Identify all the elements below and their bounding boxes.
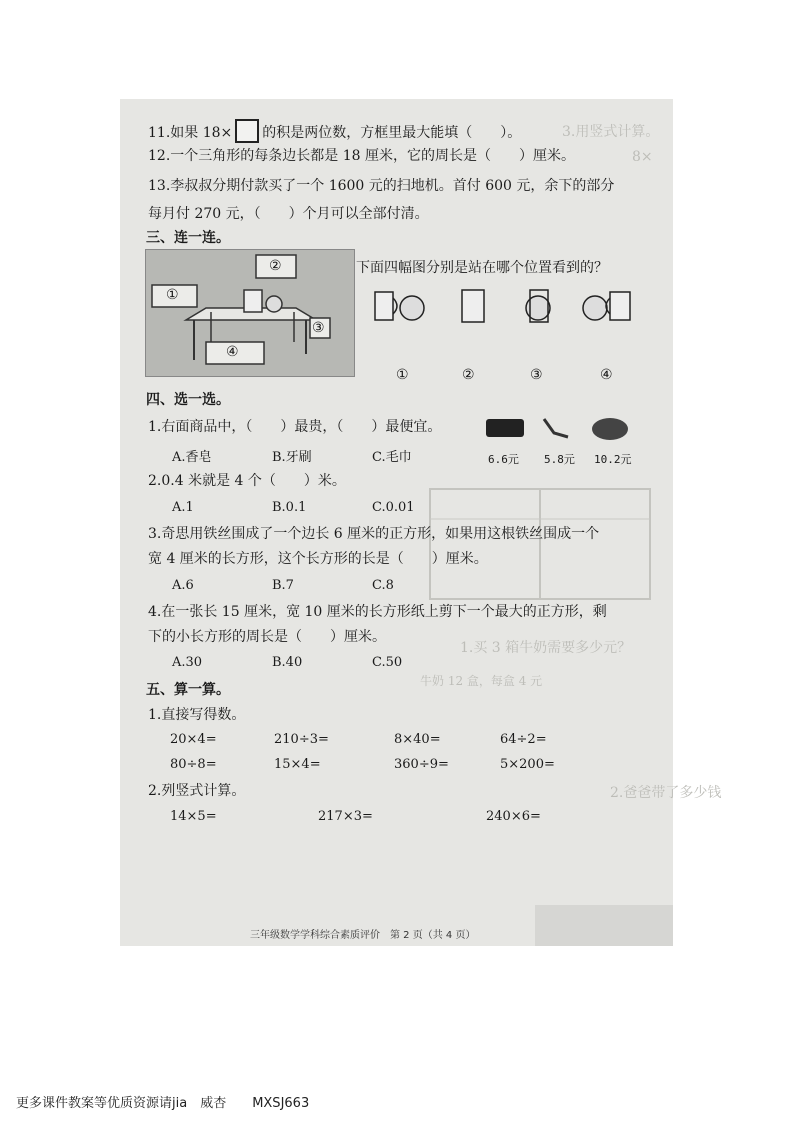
s4-q1-option-b[interactable]: B.牙刷 [272,450,312,465]
s5-part-1: 1.直接写得数。 [148,707,246,723]
position-label-4: ④ [226,344,239,360]
position-label-3: ③ [312,320,325,336]
s4-question-4-line2: 下的小长方形的周长是（ ）厘米。 [148,629,386,645]
bleed-through-text: 8× [632,149,653,165]
answer-box[interactable] [235,119,259,143]
bleed-through-text: 3.用竖式计算。 [562,124,660,140]
calc-item[interactable]: 15×4= [274,757,321,772]
view-2-drawing [462,290,484,322]
bleed-through-text: 2.爸爸带了多少钱 [610,785,722,801]
bleed-through-text: 牛奶 12 盒，每盒 4 元 [420,674,543,688]
s4-q3-option-b[interactable]: B.7 [272,578,294,593]
view-3-drawing [526,290,550,322]
exam-page [120,99,722,946]
calc-item[interactable]: 5×200= [500,757,555,772]
s5-part-2: 2.列竖式计算。 [148,783,246,799]
s4-q1-option-c[interactable]: C.毛巾 [372,450,412,465]
s4-q4-option-c[interactable]: C.50 [372,655,403,670]
calc-item[interactable]: 360÷9= [394,757,449,772]
price-soap: 6.6元 [488,453,519,466]
table-scene-drawing [146,250,354,376]
s4-q2-option-b[interactable]: B.0.1 [272,500,307,515]
s4-q3-option-c[interactable]: C.8 [372,578,394,593]
price-towel: 10.2元 [594,453,632,466]
towel-image [592,418,628,440]
question-12: 12.一个三角形的每条边长都是 18 厘米，它的周长是（ ）厘米。 [148,148,575,164]
vertical-calc-item[interactable]: 240×6= [486,809,541,824]
position-label-2: ② [269,258,282,274]
s4-q3-option-a[interactable]: A.6 [172,578,194,593]
table-scene-photo [145,249,355,377]
resource-note: 更多课件教案等优质资源请jia 威杏 MXSJ663 [16,1096,310,1111]
calc-item[interactable]: 80÷8= [170,757,217,772]
view-label-3: ③ [530,367,543,383]
calc-item[interactable]: 210÷3= [274,732,329,747]
vertical-calc-item[interactable]: 217×3= [318,809,373,824]
soap-image [486,419,524,437]
page-footer: 三年级数学学科综合素质评价 第 2 页（共 4 页） [250,930,476,941]
view-1-drawing [375,292,424,320]
scan-shade [535,905,673,946]
s4-q4-option-a[interactable]: A.30 [172,655,203,670]
section-3-prompt: 下面四幅图分别是站在哪个位置看到的？ [356,260,608,276]
s4-q4-option-b[interactable]: B.40 [272,655,303,670]
section-5-title: 五、算一算。 [146,682,230,698]
calc-item[interactable]: 8×40= [394,732,441,747]
s4-q1-option-a[interactable]: A.香皂 [172,450,212,465]
bleed-through-text: 1.买 3 箱牛奶需要多少元？ [460,640,632,656]
s4-question-2: 2.0.4 米就是 4 个（ ）米。 [148,473,346,489]
calc-item[interactable]: 64÷2= [500,732,547,747]
position-label-1: ① [166,287,179,303]
section-4-title: 四、选一选。 [146,392,230,408]
price-toothbrush: 5.8元 [544,453,575,466]
four-view-drawings [370,284,650,334]
vertical-calc-item[interactable]: 14×5= [170,809,217,824]
s4-q2-option-a[interactable]: A.1 [172,500,194,515]
section-3-title: 三、连一连。 [146,230,230,246]
s4-question-3-line1: 3.奇思用铁丝围成了一个边长 6 厘米的正方形，如果用这根铁丝围成一个 [148,526,600,542]
s4-question-4-line1: 4.在一张长 15 厘米，宽 10 厘米的长方形纸上剪下一个最大的正方形，剩 [148,604,607,620]
question-13-line2: 每月付 270 元，（ ）个月可以全部付清。 [148,206,429,222]
view-4-drawing [583,292,630,320]
s4-question-1: 1.右面商品中，（ ）最贵，（ ）最便宜。 [148,419,442,435]
question-11: 11.如果 18× 的积是两位数，方框里最大能填（ ）。 [148,119,521,143]
s4-question-3-line2: 宽 4 厘米的长方形，这个长方形的长是（ ）厘米。 [148,551,488,567]
question-13-line1: 13.李叔叔分期付款买了一个 1600 元的扫地机。首付 600 元，余下的部分 [148,178,615,194]
view-label-1: ① [396,367,409,383]
view-label-2: ② [462,367,475,383]
product-images [482,415,642,443]
view-label-4: ④ [600,367,613,383]
s4-q2-option-c[interactable]: C.0.01 [372,500,415,515]
toothbrush-image [544,419,568,437]
calc-item[interactable]: 20×4= [170,732,217,747]
